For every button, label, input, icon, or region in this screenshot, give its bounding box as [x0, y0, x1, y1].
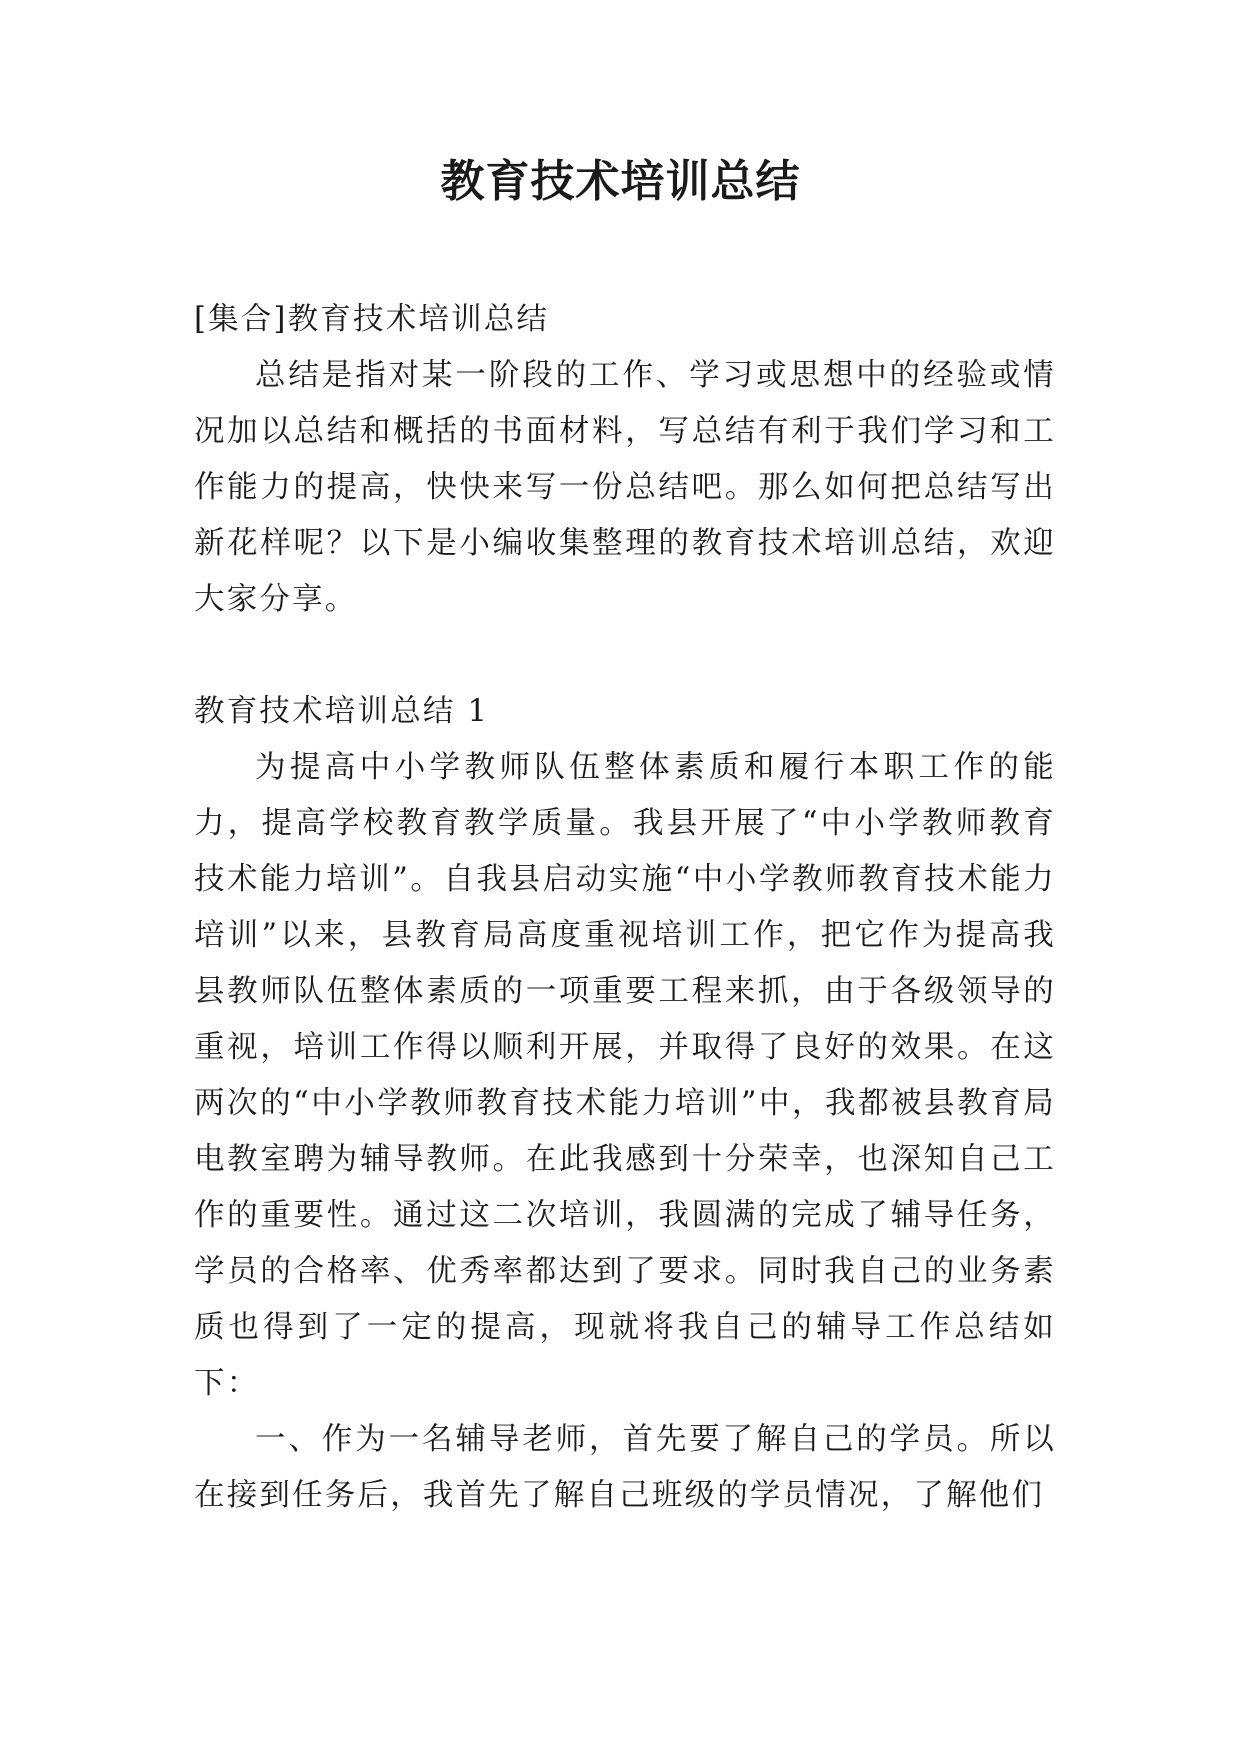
document-subtitle: [集合]教育技术培训总结	[194, 302, 550, 337]
paragraph-spacer	[194, 628, 1056, 684]
intro-paragraph: 总结是指对某一阶段的工作、学习或思想中的经验或情况加以总结和概括的书面材料，写总结有利于我们学习和工作能力的提高，快快来写一份总结吧。那么如何把总结写出新花样呢？以下是小编收集整理的教育技术培训总结，欢迎大家分享。	[194, 358, 1056, 617]
document-body	[194, 292, 1056, 1524]
section-heading: 教育技术培训总结 1	[194, 694, 490, 729]
body-paragraph-2: 一、作为一名辅导老师，首先要了解自己的学员。所以在接到任务后，我首先了解自己班级的学员情况，了解他们	[194, 1422, 1056, 1513]
document-title: 教育技术培训总结	[440, 156, 801, 207]
body-paragraph-1: 为提高中小学教师队伍整体素质和履行本职工作的能力，提高学校教育教学质量。我县开展了“中小学教师教育技术能力培训”。自我县启动实施“中小学教师教育技术能力培训”以来，县教育局高度重视培训工作，把它作为提高我县教师队伍整体素质的一项重要工程来抓，由于各级领导的重视，培训工作得以顺利开展，并取得了良好的效果。在这两次的“中小学教师教育技术能力培训”中，我都被县教育局电教室聘为辅导教师。在此我感到十分荣幸，也深知自己工作的重要性。通过这二次培训，我圆满的完成了辅导任务，学员的合格率、优秀率都达到了要求。同时我自己的业务素质也得到了一定的提高，现就将我自己的辅导工作总结如下：	[194, 750, 1056, 1401]
